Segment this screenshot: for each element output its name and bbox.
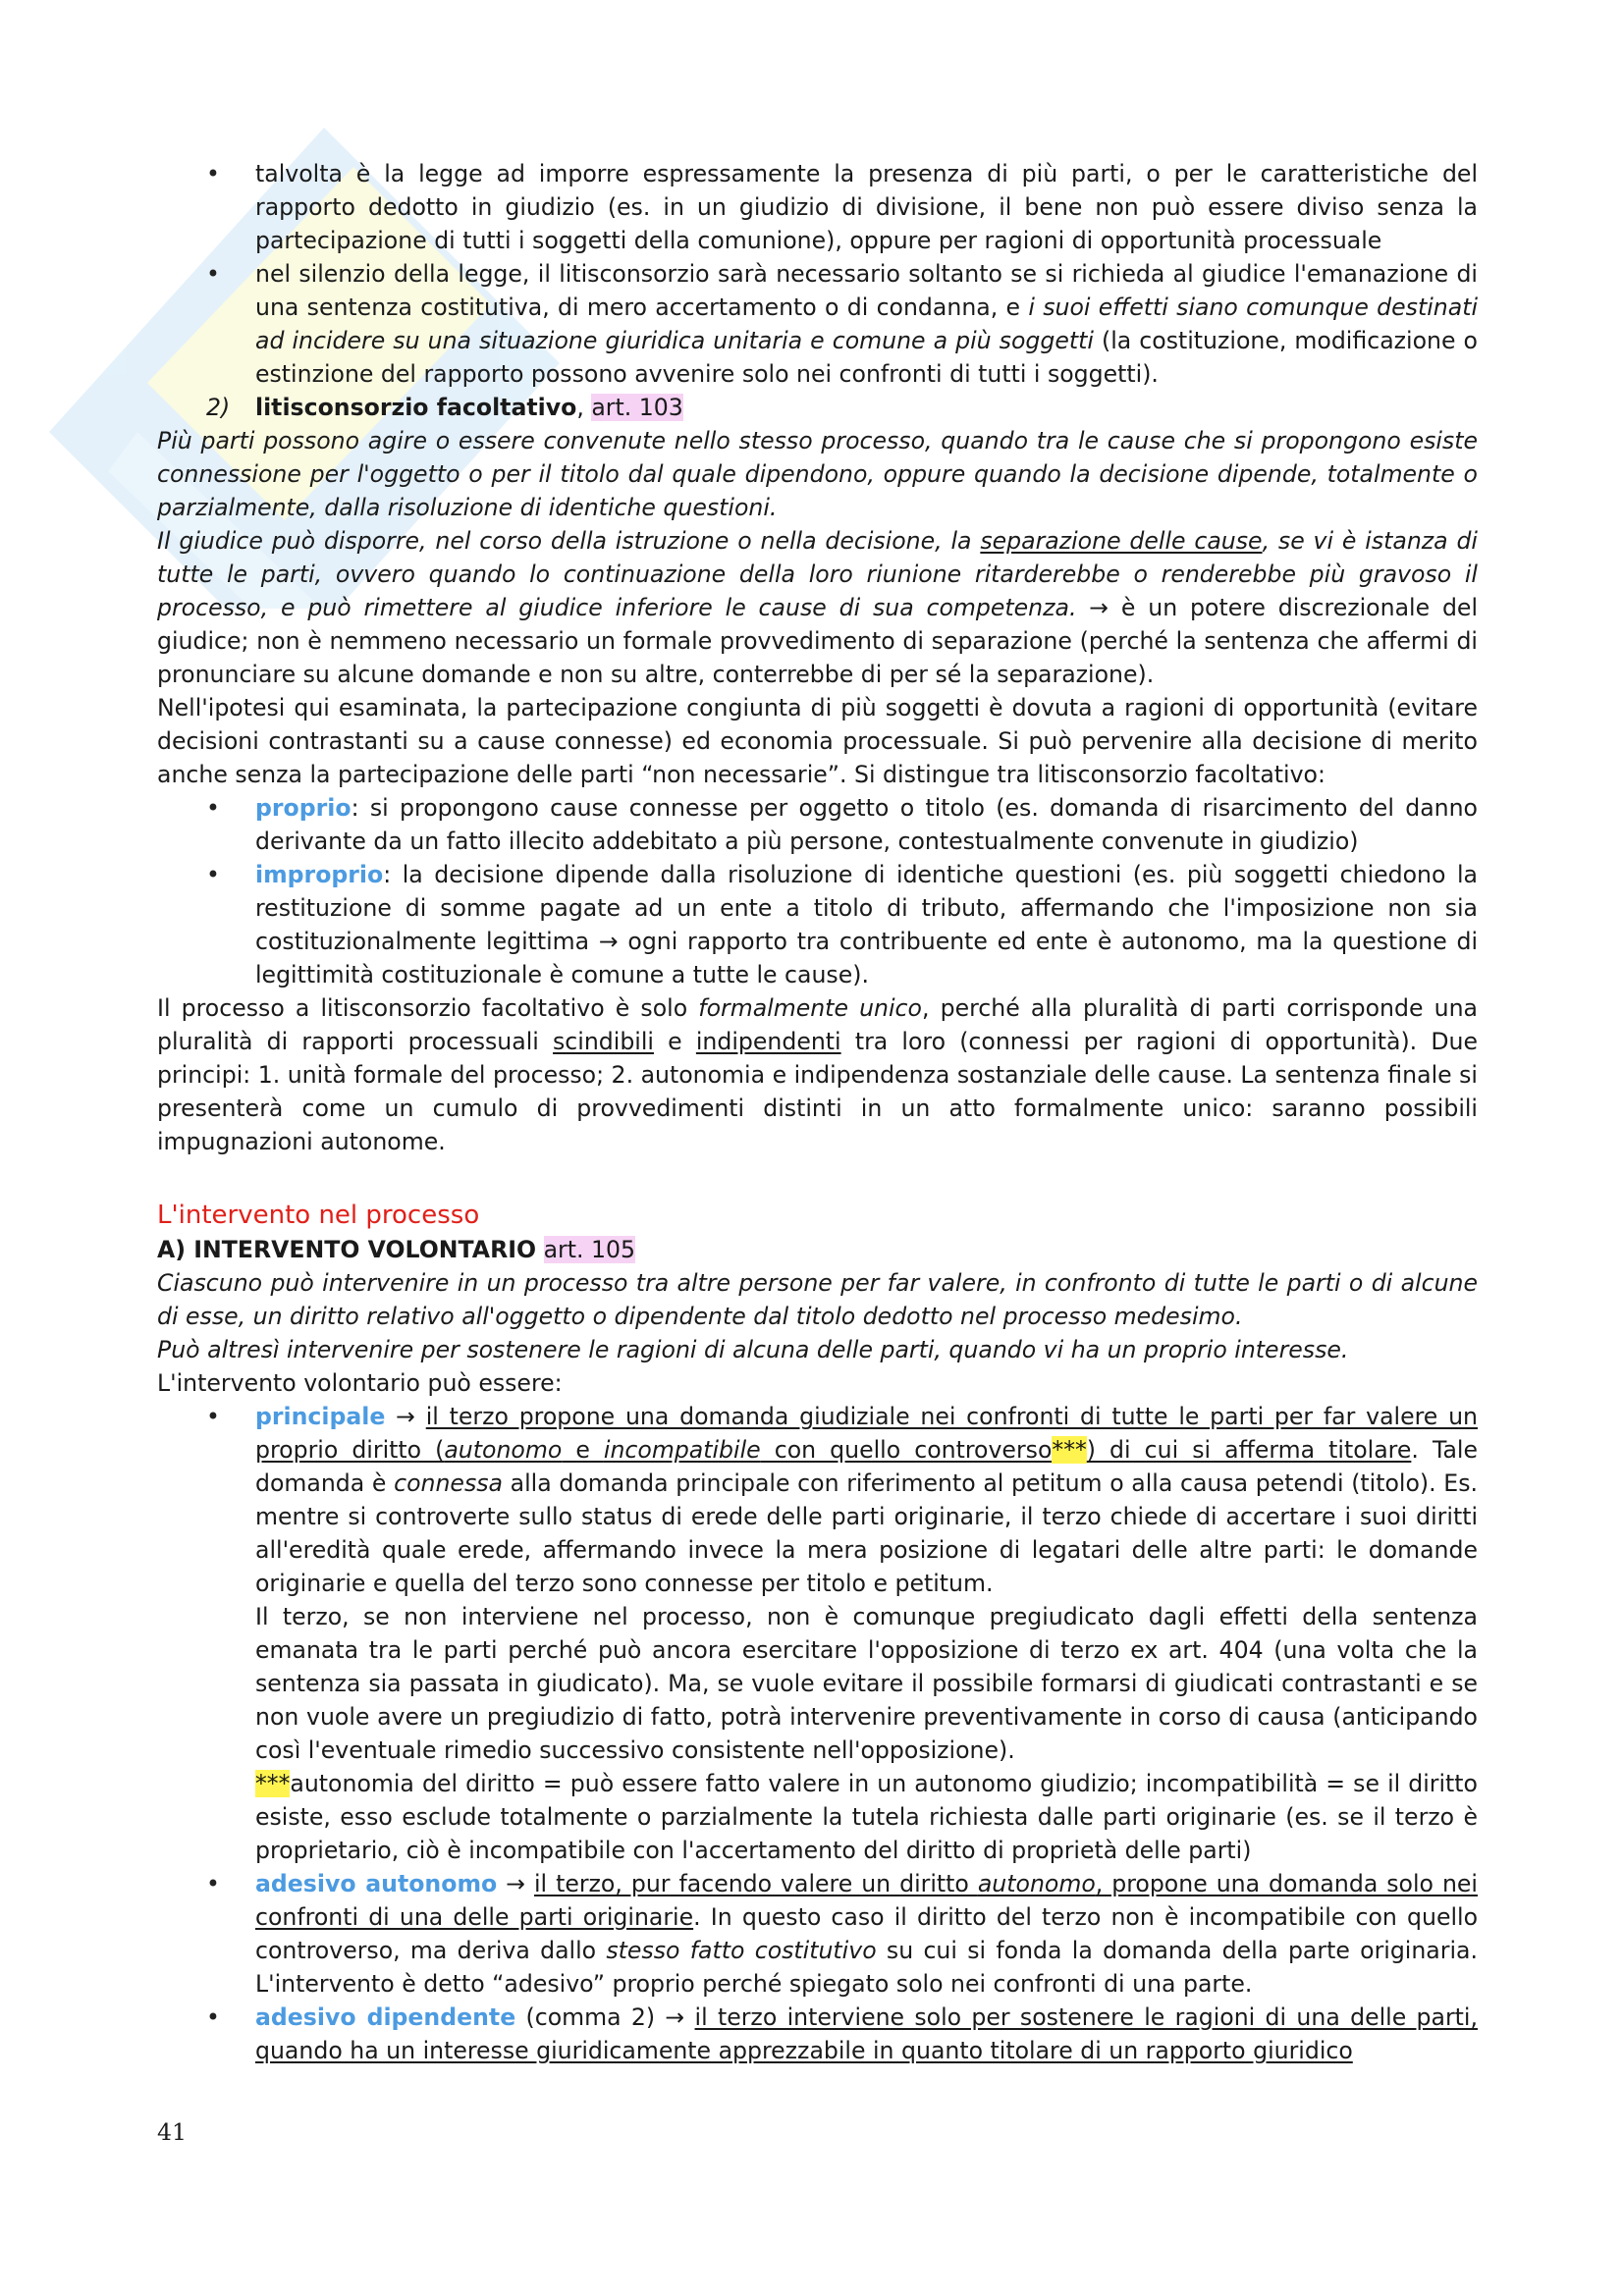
paragraph-ipotesi: Nell'ipotesi qui esaminata, la partecipazione congiunta di più soggetti è dovuta a ragioni di opportunità (evitare decisioni contrastanti su a cause connesse) ed economia processuale. Si può pervenire alla decisione di merito anche senza la partecipazione delle parti “non necessarie”. Si distingue tra litisconsorzio facoltativo: — [157, 694, 1478, 788]
list-item: • talvolta è la legge ad imporre espressamente la presenza di più parti, o per le caratteristiche del rapporto dedotto in giudizio (es. in un giudizio di divisione, il bene non può essere diviso senza la partecipazione di tutti i soggetti della comunione), oppure per ragioni di opportunità processuale — [157, 157, 1478, 257]
art105-quote-2: Può altresì intervenire per sostenere le ragioni di alcuna delle parti, quando vi ha un proprio interesse. — [157, 1336, 1349, 1363]
litisconsorzio-necessario-bullets — [157, 157, 1478, 391]
list-item: • nel silenzio della legge, il litisconsorzio sarà necessario soltanto se si richieda al giudice l'emanazione di una sentenza costitutiva, di mero accertamento o di condanna, e i suoi effetti siano comunque destinati ad incidere su una situazione giuridica unitaria e comune a più soggetti (la costituzione, modificazione o estinzione del rapporto possono avvenire solo nei confronti di tutti i soggetti). — [157, 257, 1478, 391]
article-ref: art. 103 — [591, 394, 683, 421]
article-ref: art. 105 — [543, 1236, 636, 1263]
page-number: 41 — [157, 2118, 188, 2146]
list-item-principale: • principale → il terzo propone una domanda giudiziale nei confronti di tutte le parti per far valere un proprio diritto (autonomo e incompatibile con quello controverso***) di cui si afferma titolare. Tale domanda è connessa alla domanda principale con riferimento al petitum o alla causa petendi (titolo). Es. mentre si controverte sullo status di erede delle parti originarie, il terzo chiede di accertare i suoi diritti all'eredità quale erede, affermando invece la mera posizione di legatari delle altre parti: le domande originarie e quella del terzo sono connesse per titolo e petitum. Il terzo, se non interviene nel processo, non è comunque pregiudicato dagli effetti della sentenza emanata tra le parti perché può ancora esercitare l'opposizione di terzo ex art. 404 (una volta che la sentenza sia passata in giudicato). Ma, se vuole evitare il possibile formarsi di giudicati contrastanti e se non vuole avere un pregiudizio di fatto, potrà intervenire preventivamente in corso di causa (anticipando così l'eventuale rimedio successivo consistente nell'opposizione). ***autonomia del diritto = può essere fatto valere in un autonomo giudizio; incompatibilità = se il diritto esiste, esso esclude totalmente o parzialmente la tutela richiesta dalle parti originarie (es. se il terzo è proprietario, ciò è incompatibile con l'accertamento del diritto di proprietà delle parti) — [157, 1400, 1478, 1867]
heading-litisconsorzio-facoltativo: 2) litisconsorzio facoltativo, art. 103 — [206, 394, 683, 421]
subsection-heading: A) INTERVENTO VOLONTARIO art. 105 — [157, 1236, 636, 1263]
intervento-intro: L'intervento volontario può essere: — [157, 1369, 563, 1397]
intervento-types — [157, 1400, 1478, 2067]
list-item-adesivo-dipendente: • adesivo dipendente (comma 2) → il terzo interviene solo per sostenere le ragioni di una delle parti, quando ha un interesse giuridicamente apprezzabile in quanto titolare di un rapporto giuridico — [157, 2001, 1478, 2067]
paragraph-separazione: Il giudice può disporre, nel corso della istruzione o nella decisione, la separazione delle cause, se vi è istanza di tutte le parti, ovvero quando lo continuazione della loro riunione ritarderebbe o renderebbe più gravoso il processo, e può rimettere al giudice inferiore le cause di sua competenza. → è un potere discrezionale del giudice; non è nemmeno necessario un formale provvedimento di separazione (perché la sentenza che affermi di pronunciare su alcune domande e non su altre, conterrebbe di per sé la separazione). — [157, 527, 1478, 688]
list-item: • improprio: la decisione dipende dalla risoluzione di identiche questioni (es. più soggetti chiedono la restituzione di somme pagate ad un ente a titolo di tributo, affermando che l'imposizione non sia costituzionalmente legittima → ogni rapporto tra contribuente ed ente è autonomo, ma la questione di legittimità costituzionale è comune a tutte le cause). — [157, 858, 1478, 991]
principale-paragraph-3: ***autonomia del diritto = può essere fatto valere in un autonomo giudizio; incompatibilità = se il diritto esiste, esso esclude totalmente o parzialmente la tutela richiesta dalle parti originarie (es. se il terzo è proprietario, ciò è incompatibile con l'accertamento del diritto di proprietà delle parti) — [255, 1770, 1478, 1864]
list-item-adesivo-autonomo: • adesivo autonomo → il terzo, pur facendo valere un diritto autonomo, propone una domanda solo nei confronti di una delle parti originarie. In questo caso il diritto del terzo non è incompatibile con quello controverso, ma deriva dallo stesso fatto costitutivo su cui si fonda la domanda della parte originaria. L'intervento è detto “adesivo” proprio perché spiegato solo nei confronti di una parte. — [157, 1867, 1478, 2001]
list-item: • proprio: si propongono cause connesse per oggetto o titolo (es. domanda di risarcimento del danno derivante da un fatto illecito addebitato a più persone, contestualmente convenute in giudizio) — [157, 791, 1478, 858]
art103-quote: Più parti possono agire o essere convenute nello stesso processo, quando tra le cause che si propongono esiste connessione per l'oggetto o per il titolo dal quale dipendono, oppure quando la decisione dipende, totalmente o parzialmente, dalla risoluzione di identiche questioni. — [157, 427, 1478, 521]
principale-paragraph-2: Il terzo, se non interviene nel processo, non è comunque pregiudicato dagli effetti della sentenza emanata tra le parti perché può ancora esercitare l'opposizione di terzo ex art. 404 (una volta che la sentenza sia passata in giudicato). Ma, se vuole evitare il possibile formarsi di giudicati contrastanti e se non vuole avere un pregiudizio di fatto, potrà intervenire preventivamente in corso di causa (anticipando così l'eventuale rimedio successivo consistente nell'opposizione). — [255, 1603, 1478, 1764]
art105-quote-1: Ciascuno può intervenire in un processo tra altre persone per far valere, in confronto di tutte le parti o di alcune di esse, un diritto relativo all'oggetto o dipendente dal titolo dedotto nel processo medesimo. — [157, 1269, 1478, 1330]
document-page — [157, 157, 1478, 2067]
litisconsorzio-types — [157, 791, 1478, 991]
section-title: L'intervento nel processo — [157, 1201, 480, 1230]
paragraph-processo: Il processo a litisconsorzio facoltativo è solo formalmente unico, perché alla pluralità di parti corrisponde una pluralità di rapporti processuali scindibili e indipendenti tra loro (connessi per ragioni di opportunità). Due principi: 1. unità formale del processo; 2. autonomia e indipendenza sostanziale delle cause. La sentenza finale si presenterà come un cumulo di provvedimenti distinti in un atto formalmente unico: saranno possibili impugnazioni autonome. — [157, 994, 1479, 1155]
